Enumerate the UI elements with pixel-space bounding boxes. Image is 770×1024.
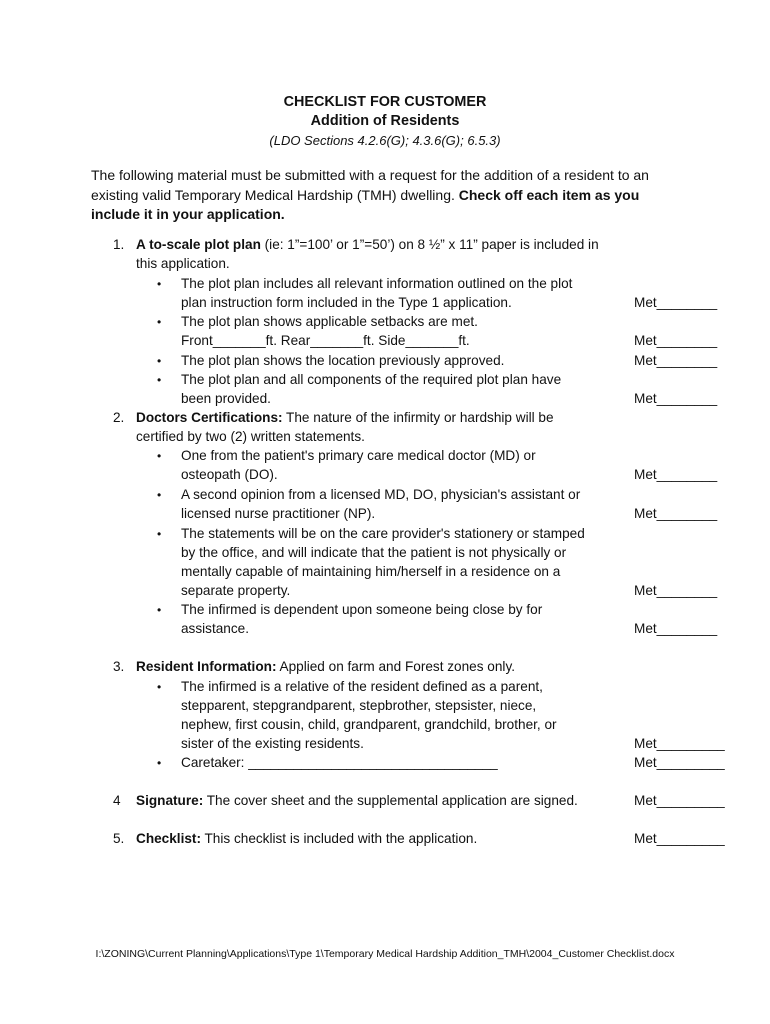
item-2-continuation: certified by two (2) written statements. <box>136 429 365 444</box>
bullet-icon: • <box>157 315 162 329</box>
item-1-setbacks-fields[interactable]: Front_______ft. Rear_______ft. Side_______ft. <box>181 333 470 348</box>
item-1-bullet-1-line-1: The plot plan includes all relevant information outlined on the plot <box>181 276 573 291</box>
item-2-bullet-2-line-2: licensed nurse practitioner (NP). <box>181 506 376 521</box>
item-3-bullet-1-met-field[interactable]: Met_________ <box>634 736 725 751</box>
bullet-icon: • <box>157 527 162 541</box>
item-3-rest: Applied on farm and Forest zones only. <box>276 659 516 674</box>
item-2-bullet-4-met-field[interactable]: Met________ <box>634 621 718 636</box>
item-3-heading <box>136 659 515 674</box>
item-2-bullet-4-line-2: assistance. <box>181 621 250 636</box>
item-1-heading <box>136 237 599 252</box>
item-2-bullet-3-line-3: mentally capable of maintaining him/herself in a residence on a <box>181 564 561 579</box>
intro-line-2-bold: Check off each item as you <box>458 187 640 203</box>
item-2-bullet-4-line-1: The infirmed is dependent upon someone being close by for <box>181 602 543 617</box>
item-1-number: 1. <box>113 237 125 252</box>
bullet-icon: • <box>157 449 162 463</box>
item-2-number: 2. <box>113 410 125 425</box>
bullet-icon: • <box>157 488 162 502</box>
item-2-heading <box>136 410 554 425</box>
item-5-number: 5. <box>113 831 125 846</box>
item-2-rest: The nature of the infirmity or hardship will be <box>282 410 554 425</box>
bullet-icon: • <box>157 354 162 368</box>
bullet-icon: • <box>157 603 162 617</box>
item-1-bullet-3-line-1: The plot plan shows the location previously approved. <box>181 353 505 368</box>
document-title: CHECKLIST FOR CUSTOMER <box>283 94 487 110</box>
intro-line-2-text: existing valid Temporary Medical Hardship (TMH) dwelling. <box>91 187 459 203</box>
item-2-bullet-3-met-field[interactable]: Met________ <box>634 583 718 598</box>
bullet-icon: • <box>157 756 162 770</box>
item-3-bullet-1-line-3: nephew, first cousin, child, grandparent, grandchild, brother, or <box>181 717 557 732</box>
bullet-icon: • <box>157 277 162 291</box>
item-3-bullet-1-line-4: sister of the existing residents. <box>181 736 364 751</box>
item-2-head: Doctors Certifications: <box>136 410 283 425</box>
item-5-met-field[interactable]: Met_________ <box>634 831 725 846</box>
item-2-bullet-1-met-field[interactable]: Met________ <box>634 467 718 482</box>
item-5-head: Checklist: <box>136 831 201 846</box>
item-4-heading <box>136 793 578 808</box>
item-1-bullet-2-line-1: The plot plan shows applicable setbacks are met. <box>181 314 478 329</box>
item-1-bullet-1-line-2: plan instruction form included in the Type 1 application. <box>181 295 512 310</box>
item-4-head: Signature: <box>136 793 204 808</box>
item-2-bullet-3-line-4: separate property. <box>181 583 291 598</box>
item-4-met-field[interactable]: Met_________ <box>634 793 725 808</box>
item-3-bullet-2-met-field[interactable]: Met_________ <box>634 755 725 770</box>
item-4-rest: The cover sheet and the supplemental application are signed. <box>203 793 578 808</box>
item-1-continuation: this application. <box>136 256 230 271</box>
intro-line-3: include it in your application. <box>91 206 285 222</box>
file-path-footer: I:\ZONING\Current Planning\Applications\Type 1\Temporary Medical Hardship Addition_TMH\2004_Customer Checklist.docx <box>95 948 675 960</box>
item-2-bullet-1-line-1: One from the patient's primary care medical doctor (MD) or <box>181 448 536 463</box>
item-2-bullet-3-line-2: by the office, and will indicate that the patient is not physically or <box>181 545 567 560</box>
sections-reference: (LDO Sections 4.2.6(G); 4.3.6(G); 6.5.3) <box>269 133 501 148</box>
item-4-number: 4 <box>113 793 121 808</box>
intro-line-1: The following material must be submitted with a request for the addition of a resident to an <box>91 167 649 183</box>
item-2-bullet-2-line-1: A second opinion from a licensed MD, DO, physician's assistant or <box>181 487 581 502</box>
intro-line-2 <box>91 187 639 203</box>
caretaker-field[interactable]: Caretaker: _________________________________ <box>181 755 498 770</box>
item-1-bullet-1-met-field[interactable]: Met________ <box>634 295 718 310</box>
item-1-bullet-4-met-field[interactable]: Met________ <box>634 391 718 406</box>
item-1-bullet-4-line-2: been provided. <box>181 391 271 406</box>
item-5-heading <box>136 831 477 846</box>
item-2-bullet-1-line-2: osteopath (DO). <box>181 467 278 482</box>
bullet-icon: • <box>157 680 162 694</box>
bullet-icon: • <box>157 373 162 387</box>
item-1-bullet-2-met-field[interactable]: Met________ <box>634 333 718 348</box>
item-2-bullet-3-line-1: The statements will be on the care provider's stationery or stamped <box>181 526 585 541</box>
item-3-number: 3. <box>113 659 125 674</box>
item-3-bullet-1-line-1: The infirmed is a relative of the resident defined as a parent, <box>181 679 543 694</box>
item-3-bullet-1-line-2: stepparent, stepgrandparent, stepbrother, stepsister, niece, <box>181 698 537 713</box>
item-3-head: Resident Information: <box>136 659 277 674</box>
item-1-bullet-4-line-1: The plot plan and all components of the required plot plan have <box>181 372 562 387</box>
document-subtitle: Addition of Residents <box>310 113 460 129</box>
item-1-head: A to-scale plot plan <box>136 237 261 252</box>
item-1-rest: (ie: 1”=100’ or 1”=50’) on 8 ½” x 11” paper is included in <box>260 237 599 252</box>
item-5-rest: This checklist is included with the application. <box>200 831 478 846</box>
item-1-bullet-3-met-field[interactable]: Met________ <box>634 353 718 368</box>
item-2-bullet-2-met-field[interactable]: Met________ <box>634 506 718 521</box>
